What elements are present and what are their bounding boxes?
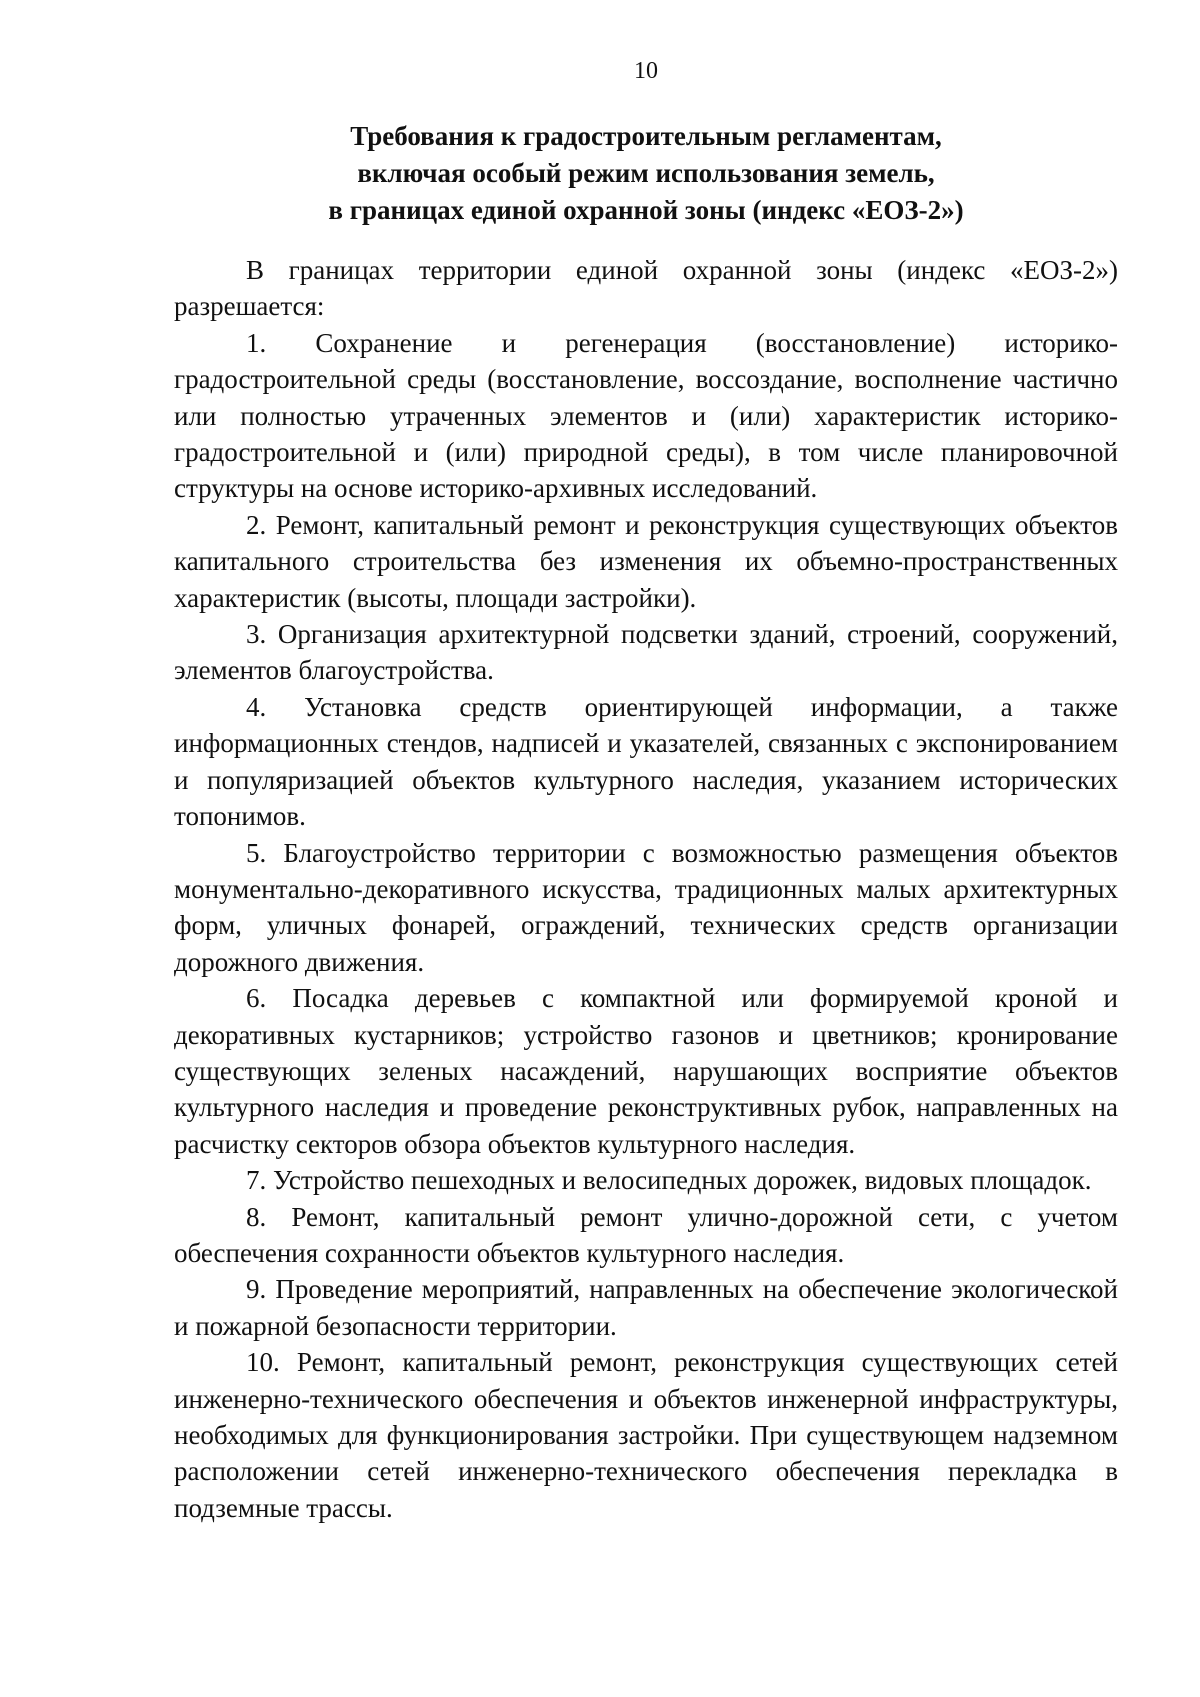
list-item-8: 8. Ремонт, капитальный ремонт улично-дорожной сети, с учетом обеспечения сохранности объектов культурного наследия. [174, 1201, 1118, 1268]
list-item-2: 2. Ремонт, капитальный ремонт и реконструкция существующих объектов капитального строительства без изменения их объемно-пространственных характеристик (высоты, площади застройки). [174, 509, 1118, 613]
section-title [174, 118, 1118, 229]
list-item-1: 1. Сохранение и регенерация (восстановление) историко-градостроительной среды (восстановление, воссоздание, восполнение частично или полностью утраченных элементов и (или) характеристик историко-градостроительной и (или) природной среды), в том числе планировочной структуры на основе историко-архивных исследований. [174, 327, 1118, 504]
list-item-5: 5. Благоустройство территории с возможностью размещения объектов монументально-декоративного искусства, традиционных малых архитектурных форм, уличных фонарей, ограждений, технических средств организации дорожного движения. [174, 837, 1118, 977]
list-item-9: 9. Проведение мероприятий, направленных на обеспечение экологической и пожарной безопасности территории. [174, 1274, 1118, 1341]
section-title-line: включая особый режим использования земель, [357, 158, 935, 188]
section-title-line: в границах единой охранной зоны (индекс «ЕОЗ-2») [328, 195, 964, 225]
list-item-3: 3. Организация архитектурной подсветки зданий, строений, сооружений, элементов благоустройства. [174, 619, 1118, 686]
page-number: 10 [634, 58, 658, 84]
list-item-4: 4. Установка средств ориентирующей информации, а также информационных стендов, надписей и указателей, связанных с экспонированием и популяризацией объектов культурного наследия, указанием исторических топонимов. [174, 691, 1118, 832]
intro-paragraph: В границах территории единой охранной зоны (индекс «ЕОЗ-2») разрешается: [174, 255, 1118, 322]
list-item-7: 7. Устройство пешеходных и велосипедных дорожек, видовых площадок. [246, 1165, 1092, 1196]
list-item-6: 6. Посадка деревьев с компактной или формируемой кроной и декоративных кустарников; устройство газонов и цветников; кронирование существующих зеленых насаждений, нарушающих восприятие объектов культурного наследия и проведение реконструктивных рубок, направленных на расчистку секторов обзора объектов культурного наследия. [174, 983, 1118, 1159]
document-page [174, 0, 1118, 1697]
document-body [174, 252, 1118, 1526]
list-item-10: 10. Ремонт, капитальный ремонт, реконструкция существующих сетей инженерно-технического обеспечения и объектов инженерной инфраструктуры, необходимых для функционирования застройки. При существующем надземном расположении сетей инженерно-технического обеспечения перекладка в подземные трассы. [174, 1347, 1118, 1523]
section-title-line: Требования к градостроительным регламентам, [350, 121, 942, 151]
